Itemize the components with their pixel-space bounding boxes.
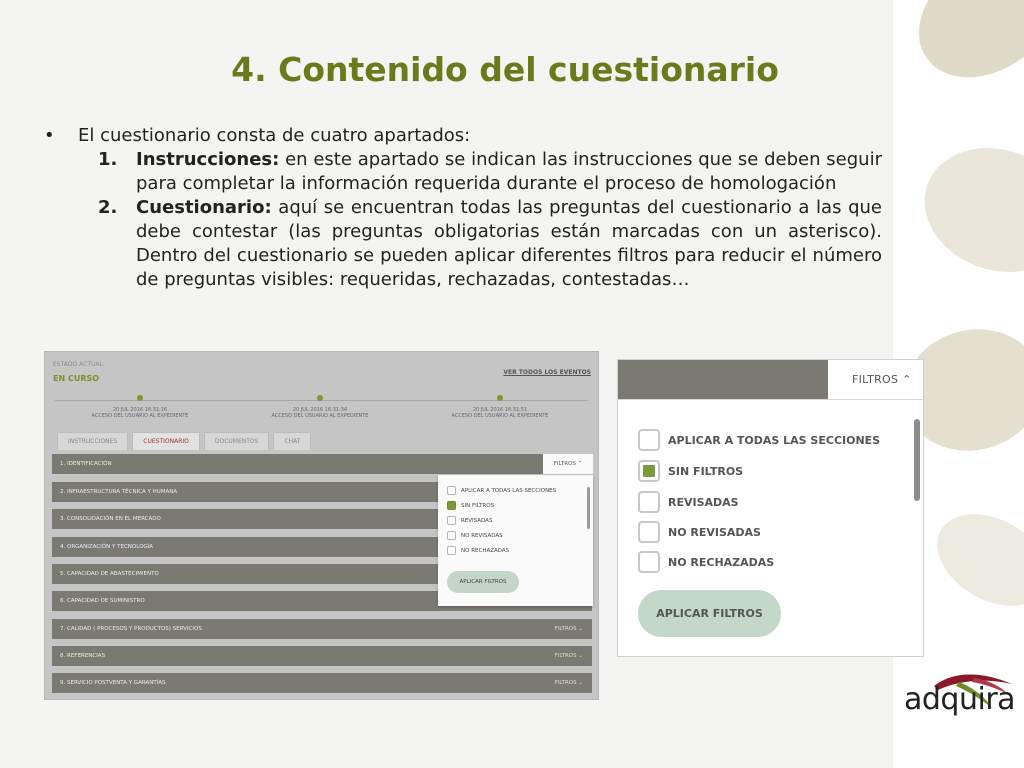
- ordered-list: [98, 148, 882, 292]
- timeline-desc: ACCESO DEL USUARIO AL EXPEDIENTE: [271, 413, 369, 419]
- tab-chat[interactable]: CHAT: [273, 432, 311, 450]
- list-item-term: Instrucciones:: [136, 149, 280, 170]
- slide-body: [44, 124, 882, 292]
- filters-toggle[interactable]: FILTROS ⌃: [828, 360, 924, 399]
- filters-dropdown-panel: [438, 475, 593, 606]
- list-item-number: 1.: [98, 149, 118, 170]
- intro-text: El cuestionario consta de cuatro apartados:: [78, 125, 471, 146]
- filter-option[interactable]: APLICAR A TODAS LAS SECCIONES: [438, 483, 593, 498]
- list-item: [98, 148, 882, 196]
- timeline-date: 20 JUL 2016 16:31:16: [112, 407, 168, 413]
- filter-option[interactable]: NO RECHAZADAS: [638, 550, 774, 574]
- filters-zoom-screenshot: [617, 359, 924, 657]
- filter-option[interactable]: NO REVISADAS: [638, 520, 761, 544]
- bullet-icon: •: [44, 125, 55, 146]
- checkbox-checked-icon[interactable]: [447, 501, 456, 510]
- tab-instrucciones[interactable]: INSTRUCCIONES: [57, 432, 128, 450]
- section-row-label: 4. ORGANIZACIÓN Y TECNOLOGÍA: [60, 544, 154, 550]
- tab-documentos[interactable]: DOCUMENTOS: [204, 432, 270, 450]
- checkbox-icon[interactable]: [638, 551, 660, 573]
- checkbox-icon[interactable]: [447, 486, 456, 495]
- filters-toggle[interactable]: FILTROS ⌃: [543, 454, 593, 474]
- row-filter-toggle[interactable]: FILTROS ⌄: [554, 626, 583, 632]
- checkbox-icon[interactable]: [447, 531, 456, 540]
- checkbox-checked-icon[interactable]: [638, 460, 660, 482]
- apply-filters-button[interactable]: APLICAR FILTROS: [447, 571, 519, 593]
- section-row[interactable]: [52, 619, 592, 639]
- checkbox-icon[interactable]: [638, 491, 660, 513]
- section-row-label: 7. CALIDAD ( PROCESOS Y PRODUCTOS) SERVICIOS: [60, 626, 202, 632]
- row-filter-toggle[interactable]: FILTROS ⌄: [554, 680, 583, 686]
- timeline-event: [245, 395, 395, 419]
- filter-option[interactable]: REVISADAS: [638, 490, 739, 514]
- section-row[interactable]: [52, 673, 592, 693]
- scrollbar[interactable]: [914, 419, 920, 501]
- timeline-date: 20 JUL 2016 16:31:34: [292, 407, 348, 413]
- list-item-text: aquí se encuentran todas las preguntas del cuestionario a las que debe contestar (las preguntas obligatorias están marcadas con un asterisco). Dentro del cuestionario se pueden aplicar diferentes filtros para reducir el número de preguntas visibles: requeridas, rechazadas, contestadas…: [136, 197, 882, 290]
- tab-bar: [57, 432, 311, 450]
- view-all-events-link[interactable]: VER TODOS LOS EVENTOS: [503, 369, 591, 376]
- timeline-desc: ACCESO DEL USUARIO AL EXPEDIENTE: [451, 413, 549, 419]
- timeline-date: 20 JUL 2016 16:31:51: [472, 407, 528, 413]
- filter-option[interactable]: SIN FILTROS: [638, 459, 743, 483]
- checkbox-icon[interactable]: [638, 429, 660, 451]
- intro-bullet: [44, 124, 882, 148]
- checkbox-icon[interactable]: [447, 546, 456, 555]
- section-row[interactable]: [52, 454, 592, 474]
- apply-filters-button[interactable]: APLICAR FILTROS: [638, 590, 781, 637]
- state-label: ESTADO ACTUAL:: [53, 361, 105, 368]
- section-row-label: 6. CAPACIDAD DE SUMINISTRO: [60, 598, 145, 604]
- section-row-label: 1. IDENTIFICACIÓN: [60, 461, 112, 467]
- filter-option[interactable]: SIN FILTROS: [438, 498, 593, 513]
- list-item-text: en este apartado se indican las instrucciones que se deben seguir para completar la información requerida durante el proceso de homologación: [136, 149, 882, 194]
- section-row[interactable]: [52, 646, 592, 666]
- section-row-label: 9. SERVICIO POSTVENTA Y GARANTÍAS: [60, 680, 166, 686]
- timeline-desc: ACCESO DEL USUARIO AL EXPEDIENTE: [91, 413, 189, 419]
- filter-option[interactable]: NO RECHAZADAS: [438, 543, 593, 558]
- chevron-up-icon: ⌃: [902, 373, 912, 386]
- state-value: EN CURSO: [53, 374, 100, 383]
- timeline-dot-icon: [497, 395, 503, 401]
- timeline-event: [65, 395, 215, 419]
- filter-option[interactable]: APLICAR A TODAS LAS SECCIONES: [638, 428, 880, 452]
- scrollbar[interactable]: [587, 487, 590, 529]
- questionnaire-screenshot: [44, 351, 599, 700]
- slide-title: 4. Contenido del cuestionario: [231, 50, 779, 89]
- list-item: [98, 196, 882, 292]
- list-item-number: 2.: [98, 197, 118, 218]
- checkbox-icon[interactable]: [447, 516, 456, 525]
- section-row-label: 5. CAPACIDAD DE ABASTECIMIENTO: [60, 571, 159, 577]
- list-item-term: Cuestionario:: [136, 197, 272, 218]
- timeline-dot-icon: [317, 395, 323, 401]
- tab-cuestionario[interactable]: CUESTIONARIO: [132, 432, 200, 450]
- section-row-label: 3. CONSOLIDACIÓN EN EL MERCADO: [60, 516, 161, 522]
- row-filter-toggle[interactable]: FILTROS ⌄: [554, 653, 583, 659]
- filter-option[interactable]: NO REVISADAS: [438, 528, 593, 543]
- section-row-label: 8. REFERENCIAS: [60, 653, 106, 659]
- section-row-label: 2. INFRAESTRUCTURA TÉCNICA Y HUMANA: [60, 489, 178, 495]
- timeline-dot-icon: [137, 395, 143, 401]
- adquira-logo-text: adquira: [904, 682, 1016, 717]
- filter-option[interactable]: REVISADAS: [438, 513, 593, 528]
- section-header-bar: [618, 360, 828, 399]
- checkbox-icon[interactable]: [638, 521, 660, 543]
- timeline-event: [425, 395, 575, 419]
